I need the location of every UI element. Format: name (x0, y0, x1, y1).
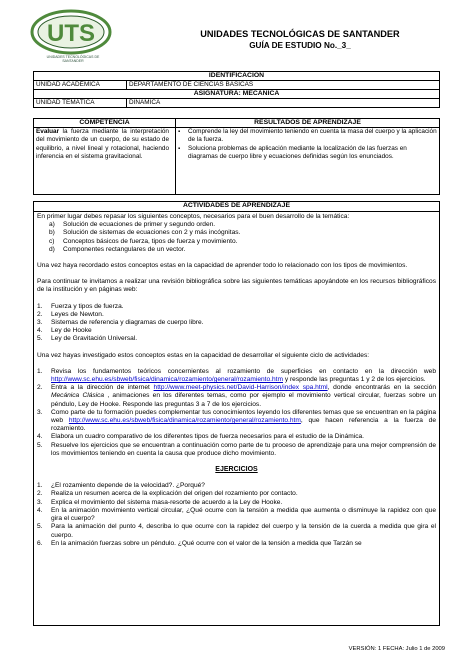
intro-paragraph: En primer lugar debes repasar los siguientes conceptos, necesarios para el buen desarrollo de la temática: (37, 213, 350, 220)
resultados-heading: RESULTADOS DE APRENDIZAJE (176, 119, 440, 128)
page-footer: VERSIÓN: 1 FECHA: Julio 1 de 2009 (348, 646, 445, 652)
list-item: 5. Para la animación del punto 4, describa lo que ocurre con la rapidez del cuerpo y la tensión de la cuerda a medida que gira el cuerpo. (37, 523, 436, 539)
competencia-table (33, 118, 440, 195)
unidad-tematica-value: DINAMICA (127, 99, 440, 108)
uts-logo (30, 8, 112, 56)
paragraph-4: Una vez hayas investigado estos conceptos estas en la capacidad de desarrollar el siguiente ciclo de actividades: (37, 351, 370, 359)
rozamiento-link-2[interactable]: http://www.sc.ehu.es/sbweb/fisica/dinamica/rozamiento/general/rozamiento.htm (68, 417, 301, 425)
resultados-cell (176, 128, 440, 195)
paragraph-2: Una vez haya recordado estos conceptos estas en la capacidad de aprender todo lo relacionado con los tipos de movimientos. (37, 262, 408, 270)
list-item: 1. ¿El rozamiento depende de la velocidad?. ¿Porqué? (37, 482, 205, 490)
list-item: 3. Explica el movimiento del sistema masa-resorte de acuerdo a la Ley de Hooke. (37, 498, 283, 506)
ejercicios-list (37, 482, 436, 548)
logo-subtitle: UNIDADES TECNOLÓGICAS DE SANTANDER (46, 55, 100, 64)
unidad-academica-label: UNIDAD ACADÉMICA (34, 81, 127, 90)
list-item: 2. Realiza un resumen acerca de la explicación del origen del rozamiento por contacto. (37, 490, 298, 498)
rozamiento-link[interactable]: http://www.sc.ehu.es/sbweb/fisica/dinamica/rozamiento/general/rozamiento.htm (51, 376, 283, 384)
list-item: c) Conceptos básicos de fuerza, tipos de fuerza y movimiento. (49, 237, 238, 245)
list-item: 2. Leyes de Newton. (37, 310, 104, 318)
list-item: 5. Ley de Gravitación Universal. (37, 335, 138, 343)
list-item: d) Componentes rectangulares de un vector. (49, 245, 186, 253)
list-item: 3. Como parte de tu formación puedes complementar tus conocimientos leyendo los diferentes temas que se encuentran en la página web http://www.sc.ehu.es/sbweb/fisica/dinamica/rozamiento/general/rozamiento.htm, que hacen referencia a la fuerza de rozamiento. (37, 408, 436, 433)
tasks-list (37, 368, 436, 458)
result-item (178, 128, 437, 145)
unidad-academica-value: DEPARTAMENTO DE CIENCIAS BASICAS (127, 81, 440, 90)
paragraph-3: Para continuar te invitamos a realizar una revisión bibliográfica sobre las siguientes temáticas apoyándote en los recursos bibliográficos de la institución y en páginas web: (37, 278, 436, 294)
concepts-list (37, 221, 436, 254)
bullet-icon: ▪ (178, 129, 181, 135)
list-item: 2. Entra a la dirección de internet http://www.meet-physics.net/David-Harrison/index_spa.html, donde encontrarás en la sección Mecánica Clásica , animaciones en los diferentes temas, como por ejemplo el movimiento vertical circular, fuerzas sobre un péndulo, Ley de Hooke. Responde las preguntas 3 a 7 de los ejercicios. (37, 384, 436, 408)
list-item: 6. En la animación fuerzas sobre un péndulo. ¿Qué ocurre con el valor de la tensión a medida que Tarzán se (37, 539, 362, 547)
list-item: 4. Ley de Hooke (37, 327, 92, 335)
list-item: 4. En la animación movimiento vertical circular, ¿Qué ocurre con la tensión a medida que aumenta o disminuye la rapidez con que gira el cuerpo? (37, 506, 436, 523)
asignatura-heading: ASIGNATURA: MECANICA (34, 90, 440, 99)
topics-list (37, 303, 436, 344)
competencia-cell (34, 128, 176, 195)
list-item: 4. Elabora un cuadro comparativo de los diferentes tipos de fuerza necesarios para el estudio de la Dinámica. (37, 433, 365, 441)
competencia-text: la fuerza mediante la interpretación del movimiento de un cuerpo, de su estado de equilibrio, a nivel lineal y rotacional, haciendo inferencia en el sistema gravitacional. (36, 128, 169, 161)
result-item (178, 145, 437, 162)
actividades-table (33, 201, 440, 626)
ejercicios-heading: EJERCICIOS (215, 466, 258, 474)
list-item: a) Solución de ecuaciones de primer y segundo orden. (49, 221, 216, 229)
result-text: Comprende la ley del movimiento teniendo en cuenta la masa del cuerpo y la aplicación de la fuerza. (188, 128, 437, 144)
list-item: 5. Resuelve los ejercicios que se encuentran a continuación como parte de tu proceso de aprendizaje para una mejor comprensión de los movimientos teniendo en cuenta la causa que produce dicho movimiento. (37, 441, 436, 457)
result-text: Soluciona problemas de aplicación mediante la localización de las fuerzas en diagramas de cuerpo libre y ecuaciones definidas según los enunciados. (188, 144, 407, 161)
actividades-heading: ACTIVIDADES DE APRENDIZAJE (34, 202, 440, 212)
unidad-tematica-label: UNIDAD TEMÁTICA (34, 99, 127, 108)
list-item: 1. Revisa los fundamentos teóricos concernientes al rozamiento de superficies en contacto en la dirección web http://www.sc.ehu.es/sbweb/fisica/dinamica/rozamiento/general/rozamiento.htm y responde las preguntas 1 y 2 de los ejercicios. (37, 367, 436, 384)
list-item: b) Solución de sistemas de ecuaciones con 2 y más incógnitas. (49, 229, 241, 237)
document-title: UNIDADES TECNOLÓGICAS DE SANTANDER (200, 29, 400, 39)
list-item: 3. Sistemas de referencia y diagramas de cuerpo libre. (37, 319, 204, 327)
list-item: 1. Fuerza y tipos de fuerza. (37, 302, 124, 310)
document-subtitle: GUÍA DE ESTUDIO No._3_ (249, 41, 351, 50)
competencia-lead: Evaluar (36, 128, 60, 135)
competencia-heading: COMPETENCIA (34, 119, 176, 128)
meet-physics-link[interactable]: http://www.meet-physics.net/David-Harrison/index_spa.html (153, 384, 328, 392)
identification-heading: IDENTIFICACIÓN (34, 72, 440, 81)
identification-table (33, 71, 440, 108)
bullet-icon: ▪ (178, 145, 181, 152)
logo-lettering: UTS (47, 20, 95, 47)
actividades-cell (34, 212, 440, 626)
